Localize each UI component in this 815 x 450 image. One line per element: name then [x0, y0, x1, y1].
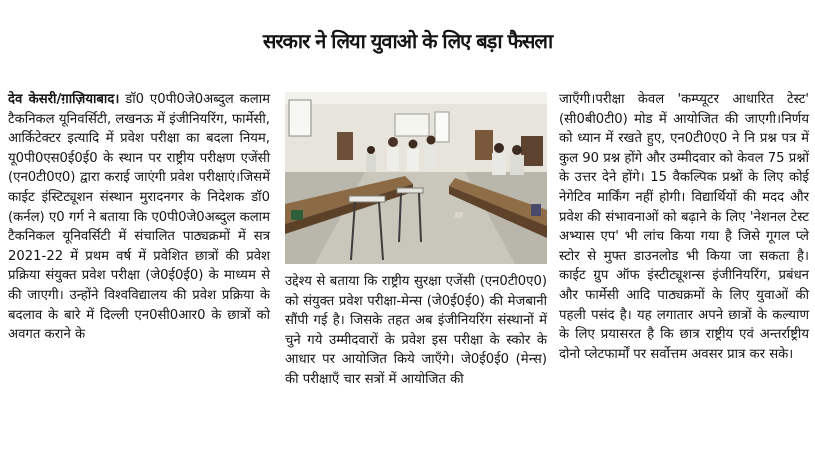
- headline: सरकार ने लिया युवाओ के लिए बड़ा फैसला: [262, 29, 553, 53]
- column-1-text: डॉ0 ए0पी0जे0अब्दुल कलाम टैकनिकल यूनिवर्सिटी, लखनऊ में इंजीनियरिंग, फार्मेसी, आर्किटेक्टर इत्यादि में प्रवेश परीक्षा का बदला नियम, यू0पी0एस0ई0ई0 के स्थान पर राष्ट्रीय परीक्षण एजेंसी (एन0टी0ए0) द्वारा कराई जाएंगी प्रवेश परीक्षाएं।जिसमें काईट इंस्टिट्यूशन संस्थान मुरादनगर के निदेशक डॉ0 (कर्नल) ए0 गर्ग ने बताया कि ए0पी0जे0अब्दुल कलाम टैकनिकल यूनिवर्सिटी में संचालित पाठ्यक्रमों में सत्र 2021-22 में प्रथम वर्ष में प्रवेशित छात्रों की प्रवेश प्रक्रिया संयुक्त प्रवेश परीक्षा (जे0ई0ई0) के माध्यम से की जाएगी। उन्होंने विश्वविद्यालय की प्रवेश प्रक्रिया के बदलाव के बारे में दिल्ली एन0सी0आर0 के छात्रों को अवगत कराने के: [8, 92, 270, 343]
- lab-photo: [285, 92, 547, 264]
- column-3-text: जाएँगी।परीक्षा केवल 'कम्प्यूटर आधारित टेस्ट' (सी0बी0टी0) मोड में आयोजित की जाएगी।निर्णय को ध्यान में रखते हुए, एन0टी0ए0 ने नि प्रश्न पत्र में कुल 90 प्रश्न होंगे और उम्मीदवार को केवल 75 प्रश्नों के उत्तर देने होंगे। 15 वैकल्पिक प्रश्नों के लिए कोई नेगेटिव मार्किंग नहीं होगी। विद्यार्थियों की मदद और प्रवेश की संभावनाओं को बढ़ाने के लिए 'नेशनल टेस्ट अभ्यास एप' भी लांच किया गया है जिसे गूगल प्ले स्टोर से मुफ्त डाउनलोड भी किया जा सकता है। काईट ग्रुप ऑफ इंस्टीट्यूशन्स इंजीनियरिंग, प्रबंधन और फार्मेसी आदि पाठ्यक्रमों के लिए युवाओं की पहली पसंद है। यह लगातार अपने छात्रों के कल्याण के लिए प्रयासरत है कि छात्र राष्ट्रीय एवं अन्तर्राष्ट्रीय दोनो प्लेटफार्मों पर सर्वोत्तम अवसर प्रात्र कर सके।: [559, 92, 809, 362]
- lab-photo-illustration: [285, 92, 547, 264]
- dateline: देव केसरी/ग़ाज़ियाबाद।: [8, 92, 120, 107]
- article-column-3: [559, 90, 809, 364]
- article-column-1: [8, 90, 270, 345]
- column-2-text: उद्देश्य से बताया कि राष्ट्रीय सुरक्षा एजेंसी (एन0टी0ए0) को संयुक्त प्रवेश परीक्षा-मेन्स (जे0ई0ई0) की मेजबानी सौंपी गई है। जिसके तहत अब इंजीनियरिंग संस्थानों में चुने गये उम्मीदवारों के प्रवेश इस परीक्षा के स्कोर के आधार पर आयोजित किये जाएँगे। जे0ई0ई0 (मेन्स) की परीक्षाएँ चार सत्रों में आयोजित की: [285, 274, 547, 387]
- article-column-2: [285, 272, 547, 390]
